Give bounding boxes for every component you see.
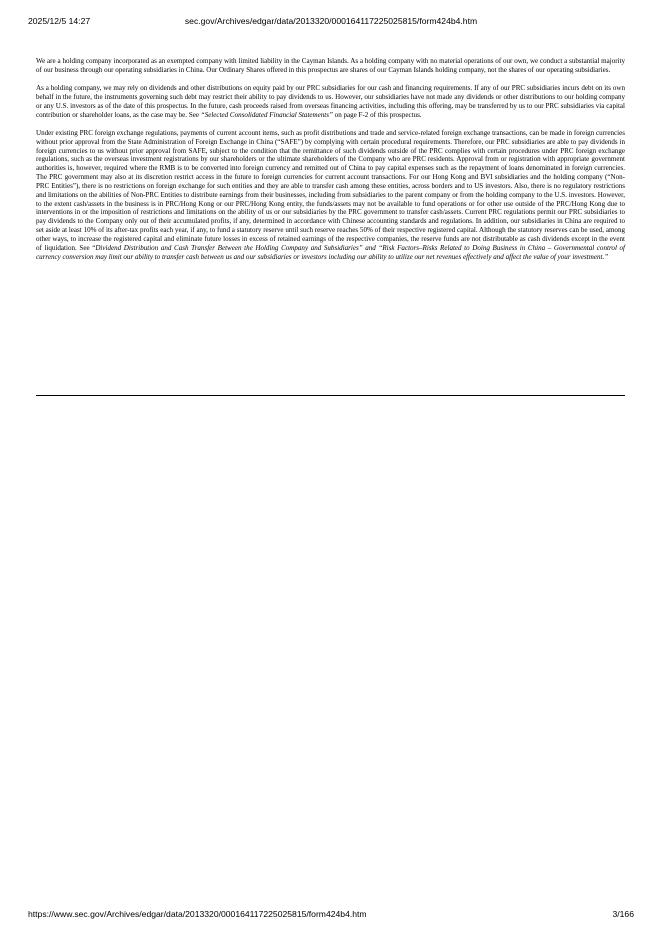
print-footer	[28, 908, 634, 920]
print-page-title: sec.gov/Archives/edgar/data/2013320/000164117225025815/form424b4.htm	[184, 16, 478, 26]
paragraph-holding-company: We are a holding company incorporated as an exempted company with limited liability in the Cayman Islands. As a holding company with no material operations of our own, we conduct a substantial majority of our business through our operating subsidiaries in China. Our Ordinary Shares offered in this prospectus are shares of our Cayman Islands holding company, not the shares of our operating subsidiaries.	[36, 57, 625, 74]
paragraph-dividends-text: As a holding company, we may rely on dividends and other distributions on equity paid by our PRC subsidiaries for our cash and financing requirements. If any of our PRC subsidiaries incurs debt on its own behalf in the future, the instruments governing such debt may restrict their ability to pay dividends to us. However, our subsidiaries have not made any dividends or other distributions to our holding company or any U.S. investors as of the date of this prospectus. In the future, cash proceeds raised from overseas financing activities, including this offering, may be transferred by us to our PRC subsidiaries via capital contribution or shareholder loans, as the case may be. See	[36, 84, 625, 119]
financial-statements-reference: “Selected Consolidated Financial Statements”	[200, 110, 333, 119]
paragraph-dividends	[36, 84, 625, 119]
paragraph-dividends-tail: on page F-2 of this prospectus.	[332, 110, 422, 119]
paragraph-foreign-exchange-text: Under existing PRC foreign exchange regulations, payments of current account items, such as profit distributions and trade and service-related foreign exchange transactions, can be made in foreign currencies without prior approval from the State Administration of Foreign Exchange in China (“SAFE”) by complying with certain procedural requirements. Therefore, our PRC subsidiaries are able to pay dividends in foreign currencies to us without prior approval from SAFE, subject to the condition that the remittance of such dividends outside of the PRC complies with certain procedures under PRC foreign exchange regulations, such as the overseas investment registrations by our shareholders or the ultimate shareholders of the Company who are PRC residents. Approval from or registration with appropriate government authorities is, however, required where the RMB is to be converted into foreign currency and remitted out of China to pay capital expenses such as the repayment of loans denominated in foreign currencies. The PRC government may also at its discretion restrict access in the future to foreign currencies for current account transactions. For our Hong Kong and BVI subsidiaries and the holding company (“Non-PRC Entities”), there is no restrictions on foreign exchange for such entities and they are able to transfer cash among these entities, across borders and to US investors. Also, there is no regulatory restrictions and limitations on the abilities of Non-PRC Entities to distribute earnings from their businesses, including from subsidiaries to the parent company or from the holding company to the U.S. investors. However, to the extent cash/assets in the business is in PRC/Hong Kong or our PRC/Hong Kong entity, the funds/assets may not be available to fund operations or for other use outside of the PRC/Hong Kong due to interventions in or the imposition of restrictions and limitations on the ability of us or our subsidiaries by the PRC government to transfer cash/assets. Current PRC regulations permit our PRC subsidiaries to pay dividends to the Company only out of their accumulated profits, if any, determined in accordance with Chinese accounting standards and regulations. In addition, our subsidiaries in China are required to set aside at least 10% of its after-tax profits each year, if any, to fund a statutory reserve until such reserve reaches 50% of their respective registered capital. Although the statutory reserves can be used, among other ways, to increase the registered capital and eliminate future losses in excess of retained earnings of the respective companies, the reserve funds are not distributable as cash dividends except in the event of liquidation. See “	[36, 128, 625, 252]
print-datetime: 2025/12/5 14:27	[28, 16, 91, 26]
document-body	[36, 57, 625, 262]
print-url: https://www.sec.gov/Archives/edgar/data/2013320/000164117225025815/form424b4.htm	[28, 909, 367, 919]
page-number: 3/166	[612, 909, 634, 919]
print-header	[28, 15, 634, 27]
paragraph-foreign-exchange	[36, 129, 625, 262]
risk-factors-reference: Dividend Distribution and Cash Transfer Between the Holding Company and Subsidiaries” and “Risk Factors–Risks Related to Doing Business in China – Governmental control of currency conversion may limit our ability to transfer cash between us and our subsidiaries or investors including our ability to utilize our net revenues effectively and affect the value of your investment.”	[36, 243, 625, 261]
section-divider	[36, 395, 625, 396]
